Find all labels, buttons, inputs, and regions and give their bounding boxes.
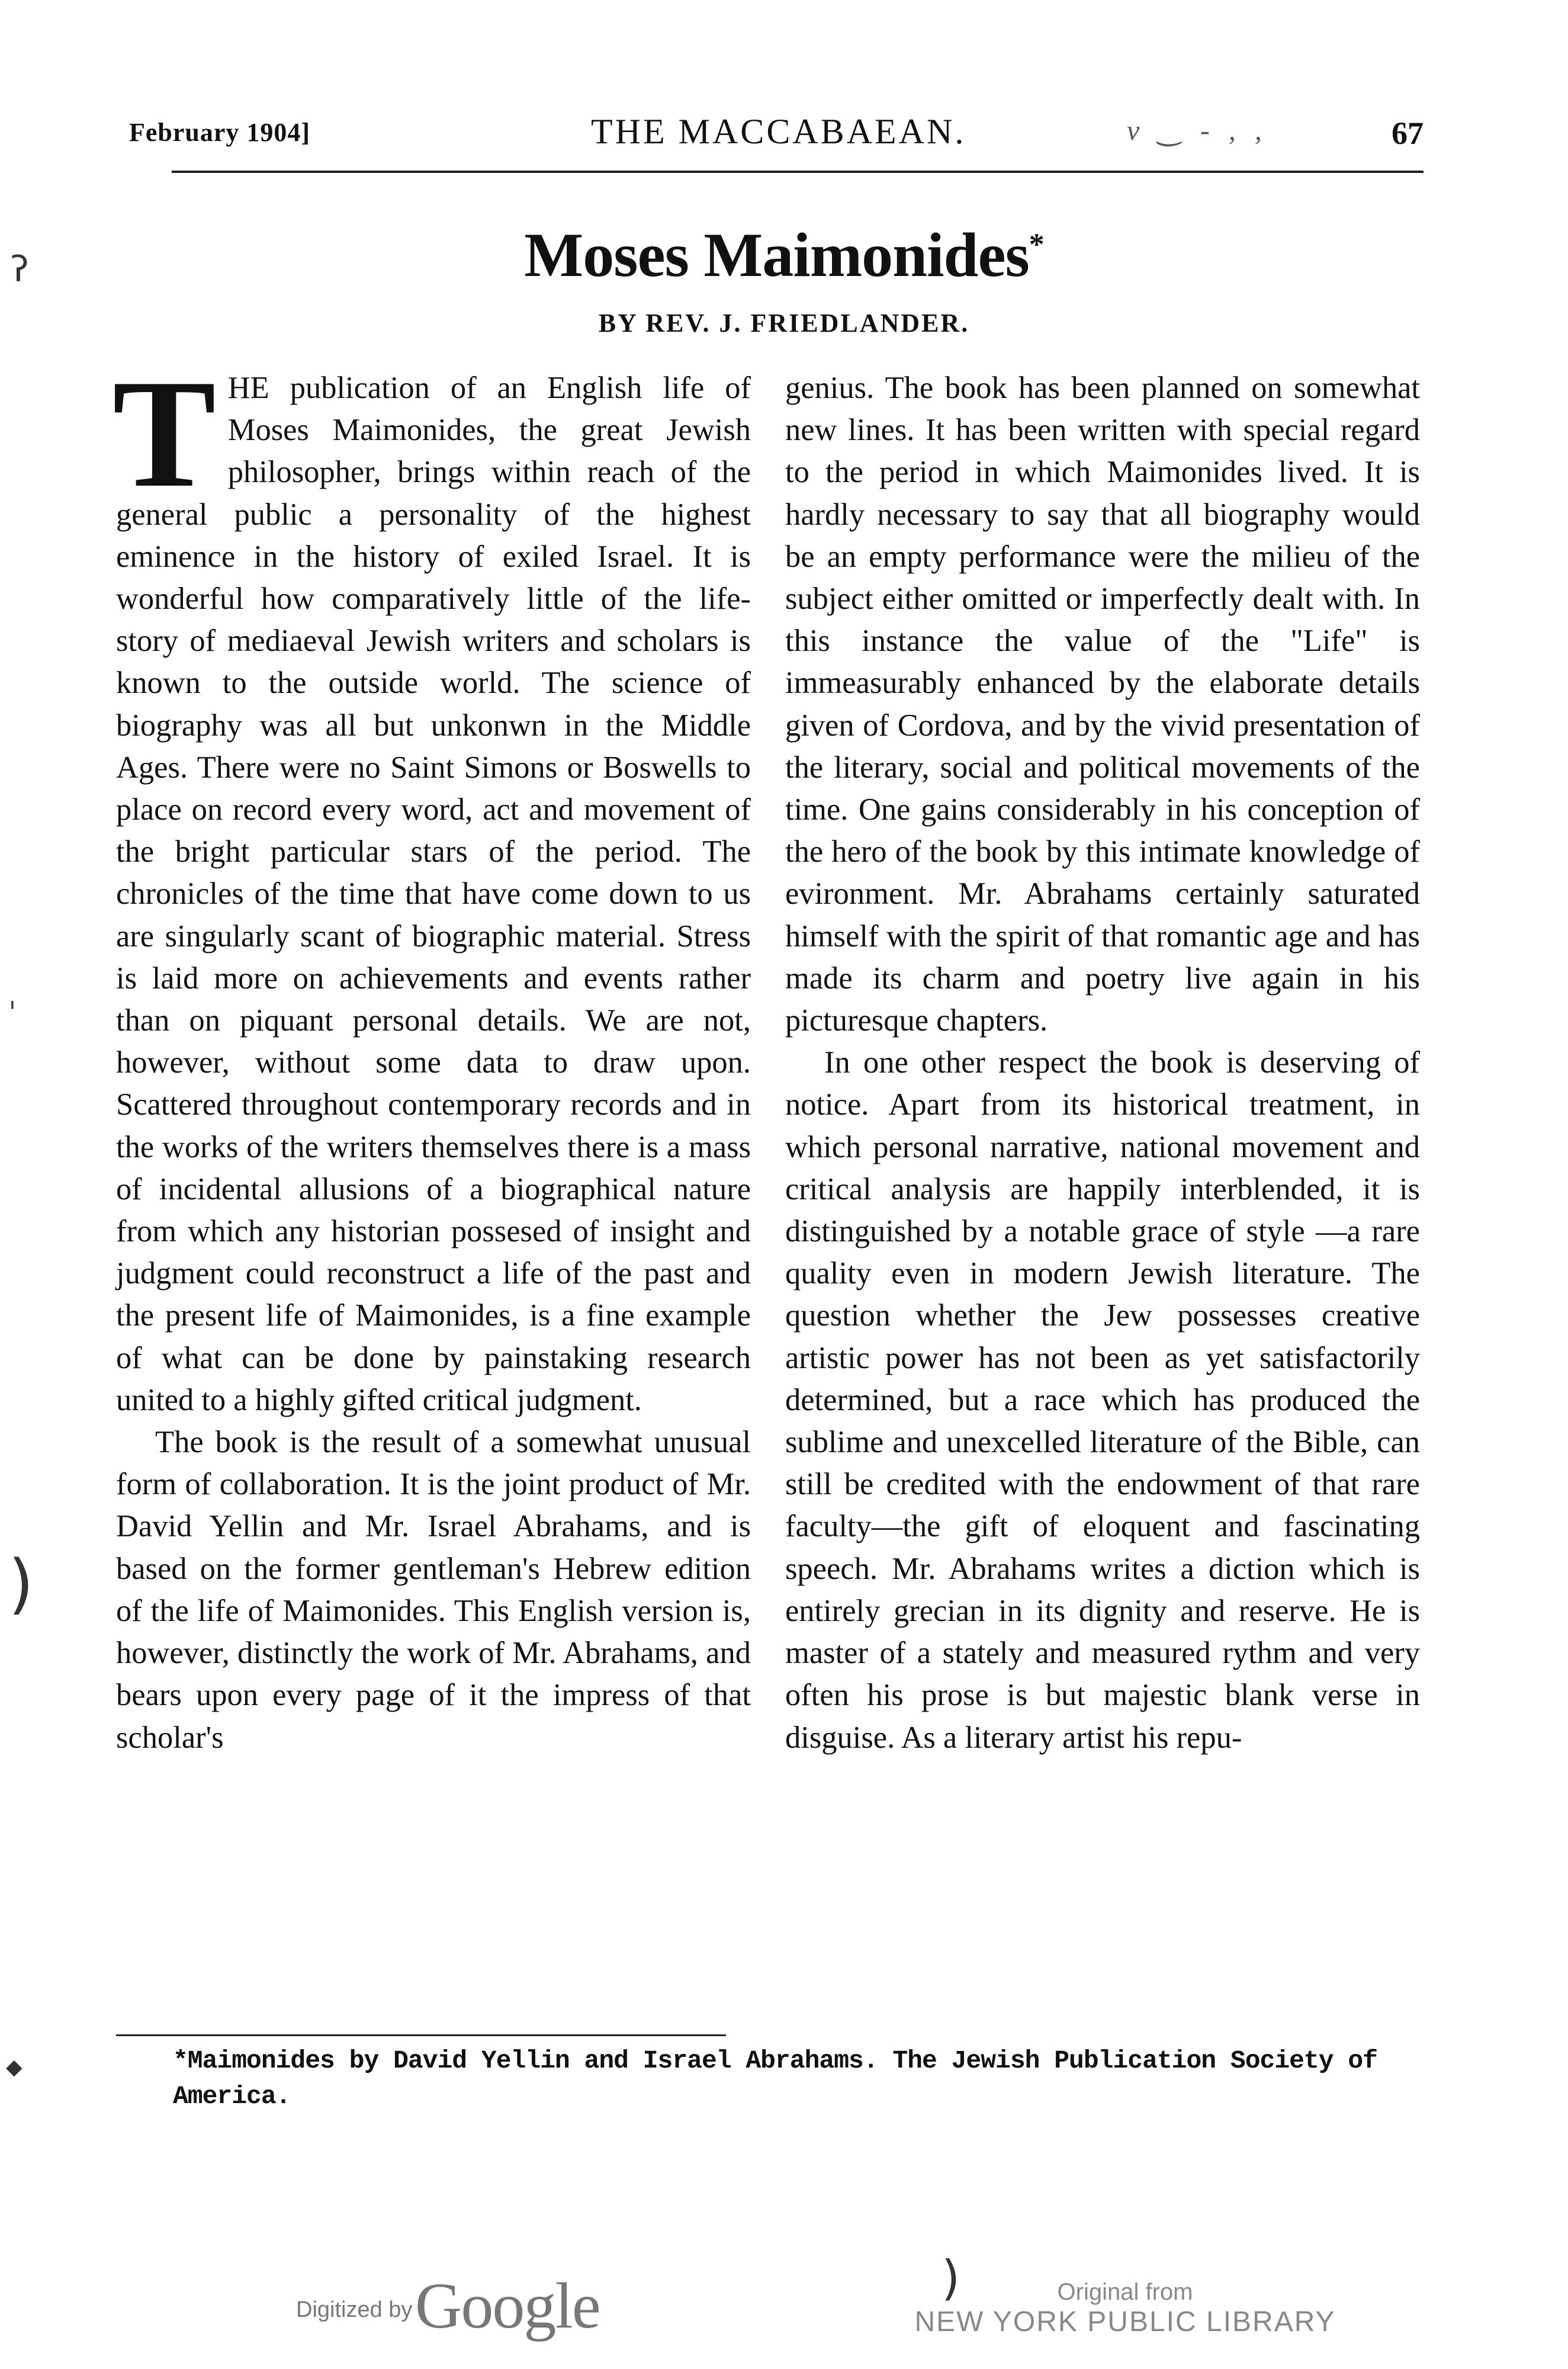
library-line-original: Original from: [1057, 2279, 1193, 2305]
journal-title: THE MACCABAEAN.: [591, 112, 966, 151]
paragraph-text: HE publication of an English life of Moses Maimonides, the great Jewish philosopher, brings within reach of the general public a personality of the highest eminence in the history of exiled Israel. It is wonderful how comparatively little of the life-story of mediaeval Jewish writers and scholars is known to the outside world. The science of biography was all but unkonwn in the Middle Ages. There were no Saint Simons or Boswells to place on record every word, act and movement of the bright particular stars of the period. The chronicles of the time that have come down to us are singularly scant of biographic material. Stress is laid more on achievements and events rather than on piquant personal details. We are not, however, without some data to draw upon. Scattered throughout contemporary records and in the works of the writers themselves there is a mass of incidental allusions of a biographical nature from which any historian possesed of insight and judgment could reconstruct a life of the past and the present life of Maimonides, is a fine example of what can be done by painstaking research united to a highly gifted critical judgment.: [116, 371, 751, 1417]
running-head: [129, 107, 1424, 160]
page-number: 67: [1392, 115, 1424, 151]
margin-mark: ʔ: [11, 249, 29, 290]
byline: BY REV. J. FRIEDLANDER.: [598, 309, 970, 338]
handwritten-note: v ‿ - , ,: [1127, 115, 1268, 146]
margin-mark: ◆: [6, 2055, 23, 2079]
paragraph: [113, 348, 751, 1421]
margin-mark: ˌ: [8, 977, 17, 1012]
article-title-text: Moses Maimonides: [524, 220, 1029, 290]
paragraph: genius. The book has been planned on somewhat new lines. It has been written with special regard to the period in which Maimonides lived. It is hardly necessary to say that all biography would be an empty performance were the milieu of the subject either omitted or imperfectly dealt with. In this instance the value of the "Life" is immeasurably enhanced by the elaborate details given of Cordova, and by the vivid presentation of the literary, social and political movements of the time. One gains considerably in his conception of the hero of the book by this intimate knowledge of evironment. Mr. Abrahams certainly saturated himself with the spirit of that romantic age and has made its charm and poetry live again in his picturesque chapters.: [785, 371, 1420, 1038]
footnote: *Maimonides by David Yellin and Israel Abrahams. The Jewish Publication Society of America.: [173, 2046, 1377, 2111]
margin-mark: ): [8, 1546, 34, 1622]
library-watermark: [906, 2279, 1344, 2338]
issue-date: February 1904]: [129, 118, 311, 147]
article-title: [0, 219, 1568, 291]
drop-cap: T: [113, 348, 216, 519]
digitized-by-watermark: [296, 2268, 600, 2342]
title-footnote-mark: *: [1029, 227, 1044, 262]
paragraph: In one other respect the book is deserving of notice. Apart from its historical treatment, in which personal narrative, national movement and critical analysis are happily interblended, it is distinguished by a notable grace of style —a rare quality even in modern Jewish literature. The question whether the Jew possesses creative artistic power has not been as yet satisfactorily determined, but a race which has produced the sublime and unexcelled literature of the Bible, can still be credited with the endowment of that rare faculty—the gift of eloquent and fascinating speech. Mr. Abrahams writes a diction which is entirely grecian in its dignity and reserve. He is master of a stately and measured rythm and very often his prose is but majestic blank verse in disguise. As a literary artist his repu-: [785, 1045, 1420, 1755]
footnote-rule: [116, 2034, 726, 2036]
google-logo: Google: [415, 2270, 600, 2342]
header-rule: [172, 171, 1424, 173]
right-column: [785, 367, 1420, 1759]
library-line-name: NEW YORK PUBLIC LIBRARY: [914, 2306, 1336, 2338]
paragraph: The book is the result of a somewhat unusual form of collaboration. It is the joint product of Mr. David Yellin and Mr. Israel Abrahams, and is based on the former gentleman's Hebrew edition of the life of Maimonides. This English version is, however, distinctly the work of Mr. Abrahams, and bears upon every page of it the impress of that scholar's: [116, 1425, 751, 1755]
digitized-prefix: Digitized by: [296, 2297, 413, 2322]
margin-mark: ): [942, 2251, 960, 2306]
left-column: [113, 348, 751, 1759]
